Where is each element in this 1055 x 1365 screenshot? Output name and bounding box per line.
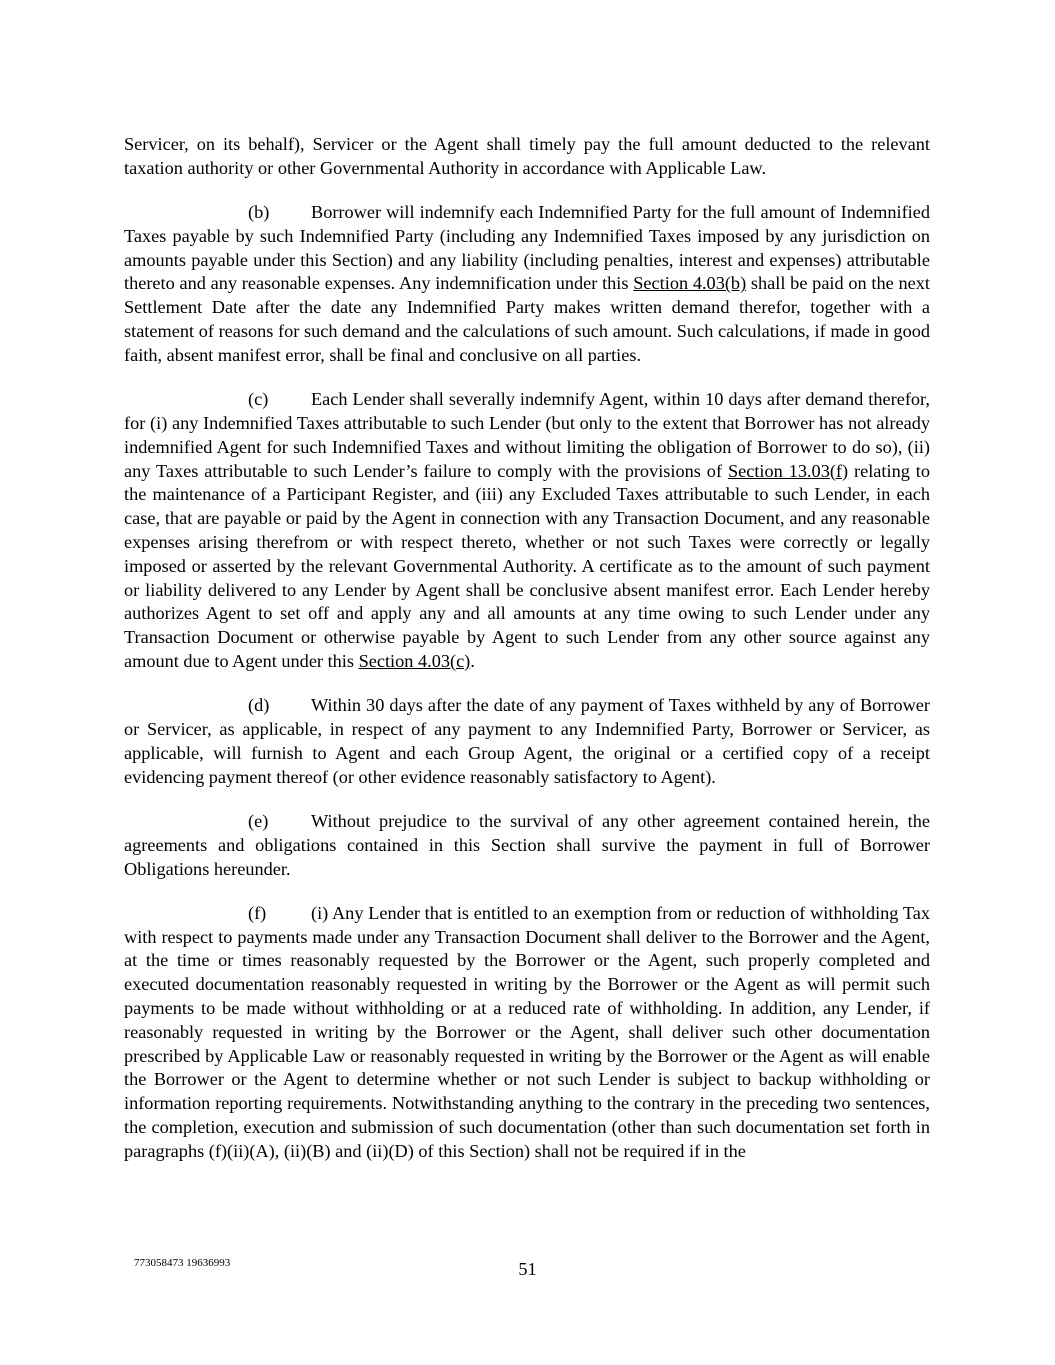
paragraph-d [124, 694, 930, 789]
paragraph-text: Without prejudice to the survival of any other agreement contained herein, the agreements and obligations contained in this Section shall survive the payment in full of Borrower Obligations hereunder. [124, 810, 930, 879]
paragraph-text: . [470, 650, 475, 671]
paragraph-text: Within 30 days after the date of any payment of Taxes withheld by any of Borrower or Servicer, as applicable, in respect of any payment to any Indemnified Party, Borrower or Servicer, as applicable, will furnish to Agent and each Group Agent, the original or a certified copy of a receipt evidencing payment thereof (or other evidence reasonably satisfactory to Agent). [124, 695, 930, 787]
paragraph-label: (c) [248, 389, 269, 410]
paragraph-label: (d) [248, 695, 270, 716]
paragraph-b [124, 201, 930, 368]
paragraph-label: (e) [248, 810, 269, 831]
document-id: 773058473 19636993 [134, 1257, 231, 1269]
section-reference: Section 4.03(b) [633, 273, 747, 294]
paragraph-text: Each Lender shall severally indemnify Agent, within 10 days after demand therefor, for (i) any Indemnified Taxes attributable to such Lender (but only to the extent that Borrower has not already indemnified Agent for such Indemnified Taxes and without limiting the obligation of Borrower to do so), (ii) any Taxes attributable to such Lender’s failure to comply with the provisions of [124, 389, 930, 481]
section-reference: Section 13.03(f) [727, 460, 849, 481]
paragraph-continuation [124, 133, 930, 181]
paragraph-f [124, 902, 930, 1164]
paragraph-label: (b) [248, 202, 270, 223]
paragraph-text: relating to the maintenance of a Participant Register, and (iii) any Excluded Taxes attributable to such Lender, in each case, that are payable or paid by the Agent in connection with any Transaction Document, and any reasonable expenses arising therefrom or with respect thereto, whether or not such Taxes were correctly or legally imposed or asserted by the relevant Governmental Authority. A certificate as to the amount of such payment or liability delivered to any Lender by Agent shall be conclusive absent manifest error. Each Lender hereby authorizes Agent to set off and apply any and all amounts at any time owing to such Lender under any Transaction Document or otherwise payable by Agent to such Lender from any other source against any amount due to Agent under this [124, 460, 930, 671]
paragraph-e [124, 810, 930, 881]
paragraph-text: (i) Any Lender that is entitled to an exemption from or reduction of withholding Tax with respect to payments made under any Transaction Document shall deliver to the Borrower and the Agent, at the time or times reasonably requested by the Borrower or the Agent, such properly completed and executed documentation reasonably requested in writing by the Borrower or the Agent as will permit such payments to be made without withholding or at a reduced rate of withholding. In addition, any Lender, if reasonably requested in writing by the Borrower or the Agent, shall deliver such other documentation prescribed by Applicable Law or reasonably requested in writing by the Borrower or the Agent as will enable the Borrower or the Agent to determine whether or not such Lender is subject to backup withholding or information reporting requirements. Notwithstanding anything to the contrary in the preceding two sentences, the completion, execution and submission of such documentation (other than such documentation set forth in paragraphs (f)(ii)(A), (ii)(B) and (ii)(D) of this Section) shall not be required if in the [124, 902, 930, 1161]
section-reference: Section 4.03(c) [358, 650, 471, 671]
page-number: 51 [518, 1259, 537, 1279]
document-body [124, 133, 930, 1184]
paragraph-label: (f) [248, 902, 267, 923]
paragraph-text: Servicer, on its behalf), Servicer or the Agent shall timely pay the full amount deducted to the relevant taxation authority or other Governmental Authority in accordance with Applicable Law. [124, 134, 930, 178]
paragraph-text: shall be paid on the next Settlement Date after the date any Indemnified Party makes written demand therefor, together with a statement of reasons for such demand and the calculations of such amount. Such calculations, if made in good faith, absent manifest error, shall be final and conclusive on all parties. [124, 273, 930, 365]
paragraph-text: Borrower will indemnify each Indemnified Party for the full amount of Indemnified Taxes payable by such Indemnified Party (including any Indemnified Taxes imposed by any jurisdiction on amounts payable under this Section) and any liability (including penalties, interest and expenses) attributable thereto and any reasonable expenses. Any indemnification under this [124, 202, 930, 294]
paragraph-c [124, 388, 930, 674]
